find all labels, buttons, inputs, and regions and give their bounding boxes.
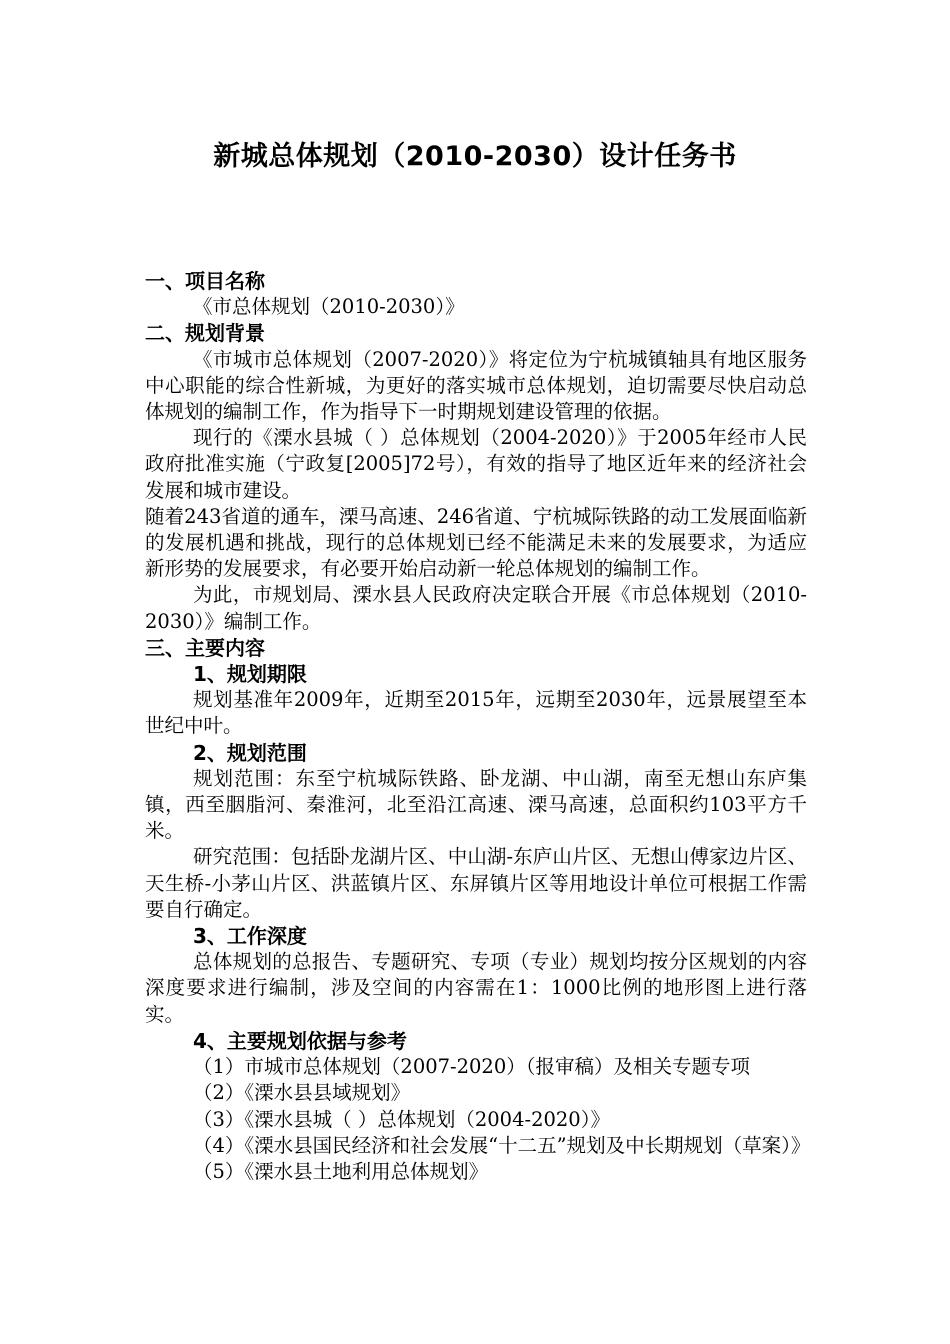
section-heading-main-content: 三、主要内容 bbox=[145, 635, 265, 660]
background-paragraph-4: 为此，市规划局、溧水县人民政府决定联合开展《市总体规划（2010-2030）》编制工作。 bbox=[145, 583, 807, 633]
subsection-heading-work-depth: 3、工作深度 bbox=[193, 924, 307, 949]
project-name-text: 《市总体规划（2010-2030）》 bbox=[193, 295, 465, 319]
section-heading-project-name: 一、项目名称 bbox=[145, 269, 265, 293]
subsection-heading-references: 4、主要规划依据与参考 bbox=[193, 1028, 407, 1053]
planning-scope-text: 规划范围：东至宁杭城际铁路、卧龙湖、中山湖，南至无想山东庐集镇，西至胭脂河、秦淮河，北至沿江高速、溧马高速，总面积约103平方千米。 bbox=[145, 766, 807, 843]
reference-item: （4）《溧水县国民经济和社会发展“十二五”规划及中长期规划（草案）》 bbox=[193, 1133, 811, 1157]
background-paragraph-3: 随着243省道的通车，溧马高速、246省道、宁杭城际铁路的动工发展面临新的发展机遇和挑战，现行的总体规划已经不能满足未来的发展要求，为适应新形势的发展要求，有必要开始启动新一轮总体规划的编制工作。 bbox=[145, 504, 807, 581]
planning-period-text: 规划基准年2009年，近期至2015年，远期至2030年，远景展望至本世纪中叶。 bbox=[145, 688, 807, 738]
background-paragraph-2: 现行的《溧水县城（ ）总体规划（2004-2020）》于2005年经市人民政府批准实施（宁政复[2005]72号），有效的指导了地区近年来的经济社会发展和城市建设。 bbox=[145, 426, 807, 502]
reference-item: （3）《溧水县城（ ）总体规划（2004-2020）》 bbox=[193, 1107, 610, 1131]
subsection-heading-planning-scope: 2、规划范围 bbox=[193, 740, 307, 765]
subsection-heading-planning-period: 1、规划期限 bbox=[193, 662, 307, 687]
background-paragraph-1: 《市城市总体规划（2007-2020）》将定位为宁杭城镇轴具有地区服务中心职能的综合性新城，为更好的落实城市总体规划，迫切需要尽快启动总体规划的编制工作，作为指导下一时期规划建设管理的依据。 bbox=[145, 347, 807, 424]
reference-item: （1）市城市总体规划（2007-2020）（报审稿）及相关专题专项 bbox=[193, 1055, 750, 1079]
section-heading-background: 二、规划背景 bbox=[145, 321, 265, 346]
reference-item: （5）《溧水县土地利用总体规划》 bbox=[193, 1159, 489, 1183]
work-depth-text: 总体规划的总报告、专题研究、专项（专业）规划均按分区规划的内容深度要求进行编制，涉及空间的内容需在1：1000比例的地形图上进行落实。 bbox=[145, 950, 807, 1026]
document-body bbox=[145, 268, 811, 1185]
document-title: 新城总体规划（2010-2030）设计任务书 bbox=[213, 141, 737, 172]
reference-item: （2）《溧水县县域规划》 bbox=[193, 1081, 411, 1105]
research-scope-text: 研究范围：包括卧龙湖片区、中山湖-东庐山片区、无想山傅家边片区、天生桥-小茅山片区、洪蓝镇片区、东屏镇片区等用地设计单位可根据工作需要自行确定。 bbox=[145, 845, 807, 921]
